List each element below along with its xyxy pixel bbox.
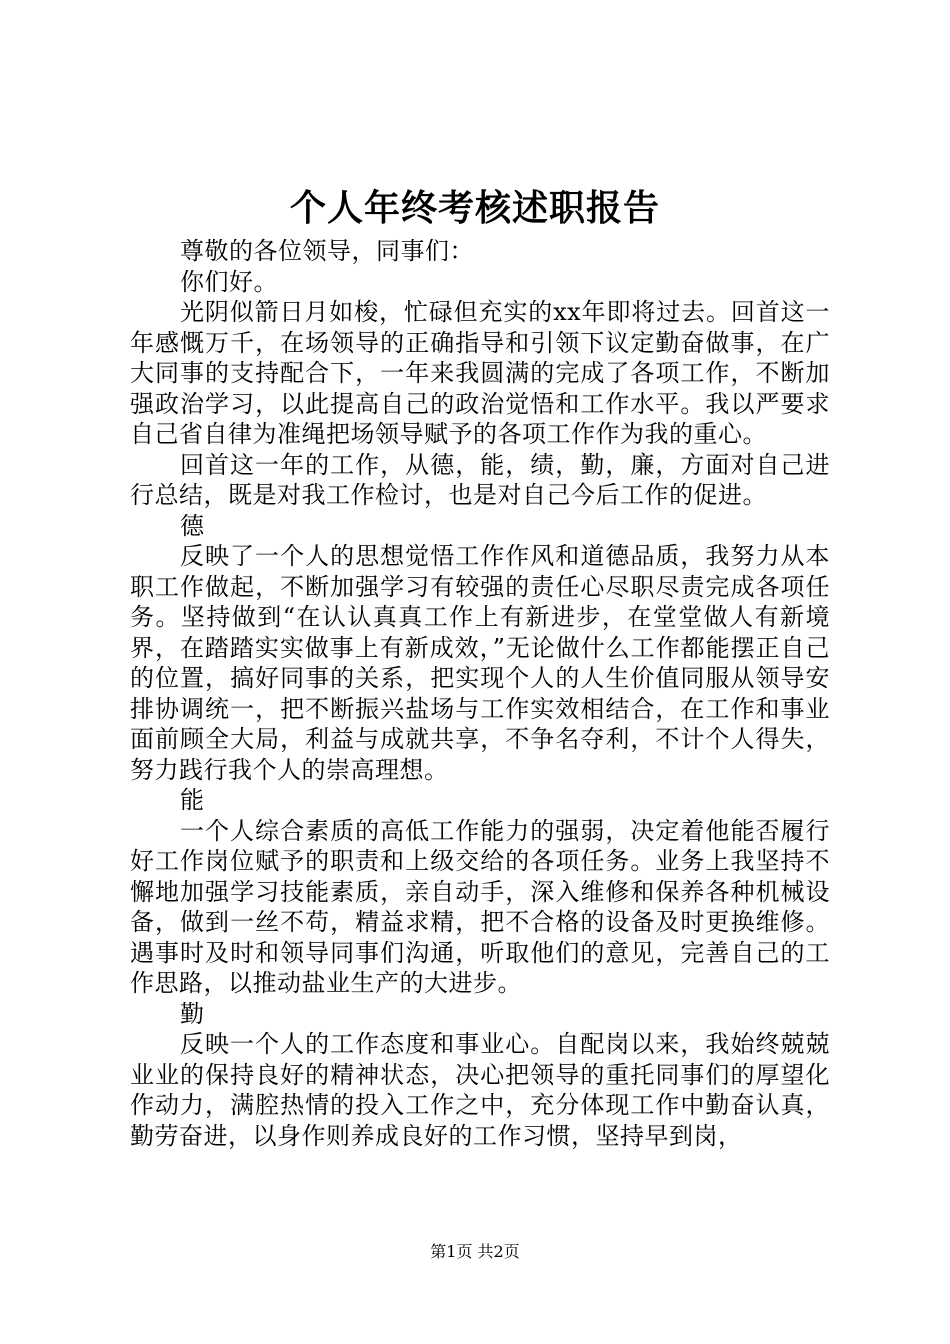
body-paragraph: 一个人综合素质的高低工作能力的强弱，决定着他能否履行好工作岗位赋予的职责和上级交给的各项任务。业务上我坚持不懈地加强学习技能素质，亲自动手，深入维修和保养各种机械设备，做到一丝不苟，精益求精，把不合格的设备及时更换维修。遇事时及时和领导同事们沟通，听取他们的意见，完善自己的工作思路，以推动盐业生产的大进步。 [130, 816, 830, 997]
document-body [130, 236, 830, 1151]
document-title: 个人年终考核述职报告 [289, 187, 660, 229]
section-heading-de: 德 [180, 511, 205, 540]
page-footer: 第1页 共2页 [430, 1242, 520, 1261]
body-paragraph: 反映了一个人的思想觉悟工作作风和道德品质，我努力从本职工作做起，不断加强学习有较强的责任心尽职尽责完成各项任务。坚持做到“在认认真真工作上有新进步，在堂堂做人有新境界，在踏踏实实做事上有新成效，”无论做什么工作都能摆正自己的位置，搞好同事的关系，把实现个人的人生价值同服从领导安排协调统一，把不断振兴盐场与工作实效相结合，在工作和事业面前顾全大局，利益与成就共享，不争名夺利，不计个人得失，努力践行我个人的崇高理想。 [130, 542, 830, 784]
salutation: 尊敬的各位领导，同事们： [180, 237, 474, 265]
body-paragraph: 回首这一年的工作，从德，能，绩，勤，廉，方面对自己进行总结，既是对我工作检讨，也是对自己今后工作的促进。 [130, 450, 830, 509]
greeting: 你们好。 [180, 267, 278, 296]
section-heading-neng: 能 [180, 786, 205, 814]
section-heading-qin: 勤 [180, 999, 205, 1028]
body-paragraph: 光阴似箭日月如梭，忙碌但充实的xx年即将过去。回首这一年感慨万千，在场领导的正确指导和引领下议定勤奋做事，在广大同事的支持配合下，一年来我圆满的完成了各项工作，不断加强政治学习，以此提高自己的政治觉悟和工作水平。我以严要求自己省自律为准绳把场领导赋予的各项工作作为我的重心。 [130, 298, 830, 448]
body-paragraph: 反映一个人的工作态度和事业心。自配岗以来，我始终兢兢业业的保持良好的精神状态，决心把领导的重托同事们的厚望化作动力，满腔热情的投入工作之中，充分体现工作中勤奋认真，勤劳奋进，以身作则养成良好的工作习惯，坚持早到岗， [130, 1030, 830, 1150]
